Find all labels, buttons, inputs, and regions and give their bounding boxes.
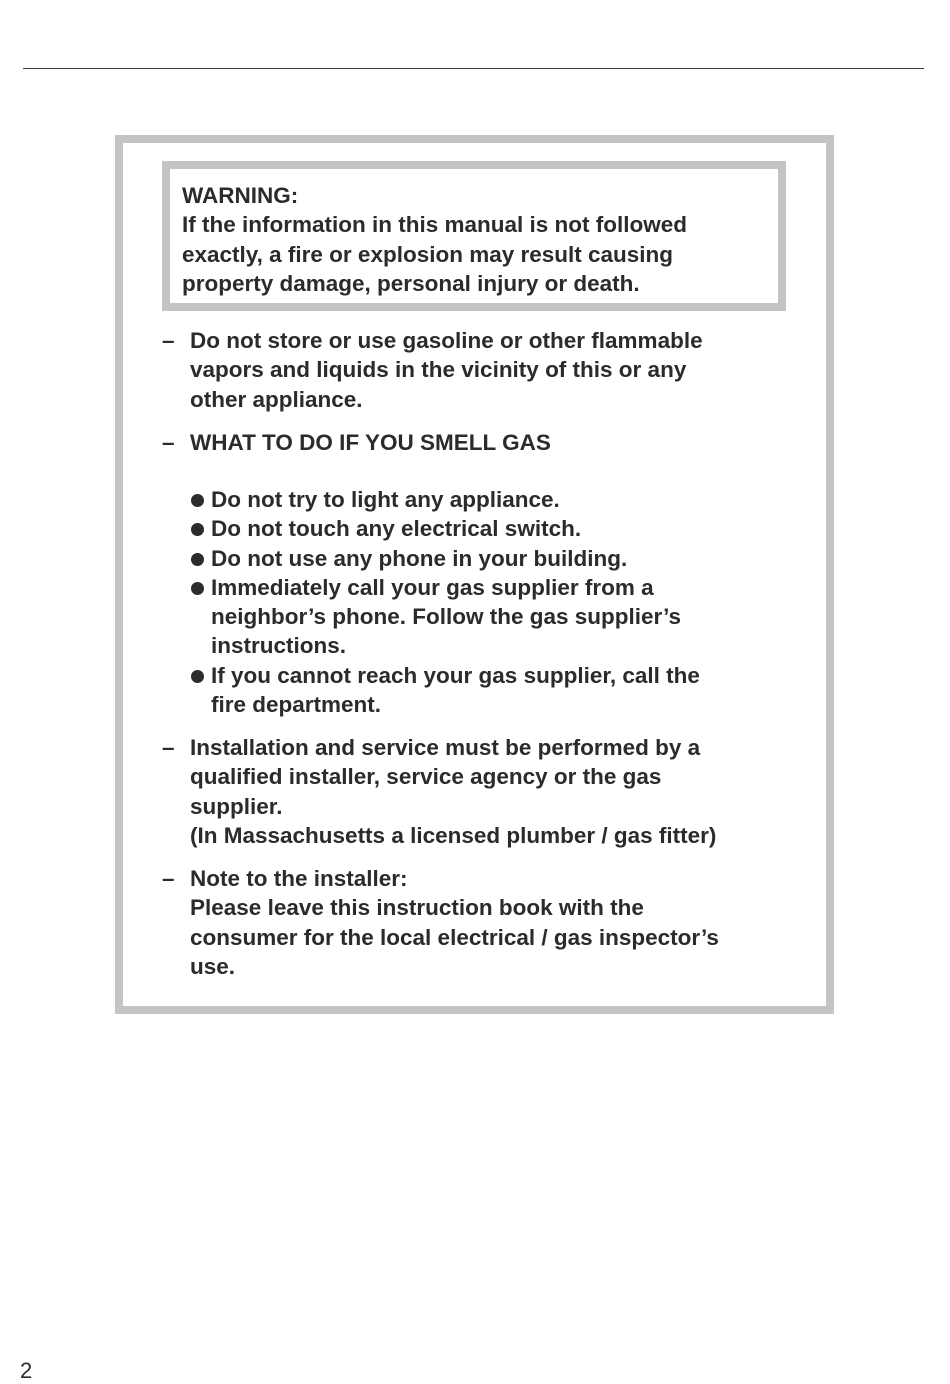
item-heading: WHAT TO DO IF YOU SMELL GAS: [190, 430, 551, 455]
top-rule: [23, 68, 924, 69]
dash-marker: –: [162, 430, 175, 455]
item-text-line: other appliance.: [190, 386, 363, 412]
bullet-text-line: instructions.: [211, 633, 347, 659]
bullet-text-line: fire department.: [211, 692, 382, 718]
warning-text-line: property damage, personal injury or death.: [182, 270, 640, 296]
item-text-line: (In Massachusetts a licensed plumber / gas fitter): [190, 822, 717, 848]
bullet-text-line: Do not use any phone in your building.: [211, 545, 628, 571]
item-text-line: supplier.: [190, 793, 283, 819]
bullet-dot-icon: [191, 582, 204, 595]
bullet-item: [190, 661, 700, 720]
warning-text-line: If the information in this manual is not followed: [182, 212, 687, 238]
bullet-item: [190, 514, 700, 543]
item-heading: Note to the installer:: [190, 866, 408, 891]
item-text-line: Please leave this instruction book with the: [190, 895, 644, 921]
bullet-item: [190, 573, 700, 661]
item-text-line: qualified installer, service agency or the gas: [190, 764, 662, 790]
item-text-line: consumer for the local electrical / gas inspector’s: [190, 924, 719, 950]
item-text-line: vapors and liquids in the vicinity of this or any: [190, 357, 687, 383]
bullet-dot-icon: [191, 523, 204, 536]
bullet-item: [190, 485, 700, 514]
item-text-line: Installation and service must be performed by a: [190, 735, 701, 760]
bullet-text-line: If you cannot reach your gas supplier, call the: [211, 662, 700, 688]
item-text-line: use.: [190, 953, 236, 979]
warning-box: [162, 161, 786, 311]
page-number: 2: [20, 1358, 33, 1383]
item-text-line: Do not store or use gasoline or other flammable: [190, 328, 703, 353]
bullet-text-line: Do not touch any electrical switch.: [211, 516, 582, 542]
warning-heading: WARNING:: [182, 183, 299, 208]
bullet-item: [190, 544, 700, 573]
bullet-text-line: neighbor’s phone. Follow the gas supplier’s: [211, 604, 682, 630]
gas-steps-list: [190, 485, 700, 719]
bullet-dot-icon: [191, 494, 204, 507]
dash-marker: –: [162, 866, 175, 891]
bullet-dot-icon: [191, 670, 204, 683]
bullet-text-line: Immediately call your gas supplier from a: [211, 574, 654, 600]
bullet-text-line: Do not try to light any appliance.: [211, 487, 560, 512]
bullet-dot-icon: [191, 553, 204, 566]
dash-marker: –: [162, 328, 175, 353]
dash-marker: –: [162, 735, 175, 760]
warning-text-line: exactly, a fire or explosion may result causing: [182, 241, 674, 267]
